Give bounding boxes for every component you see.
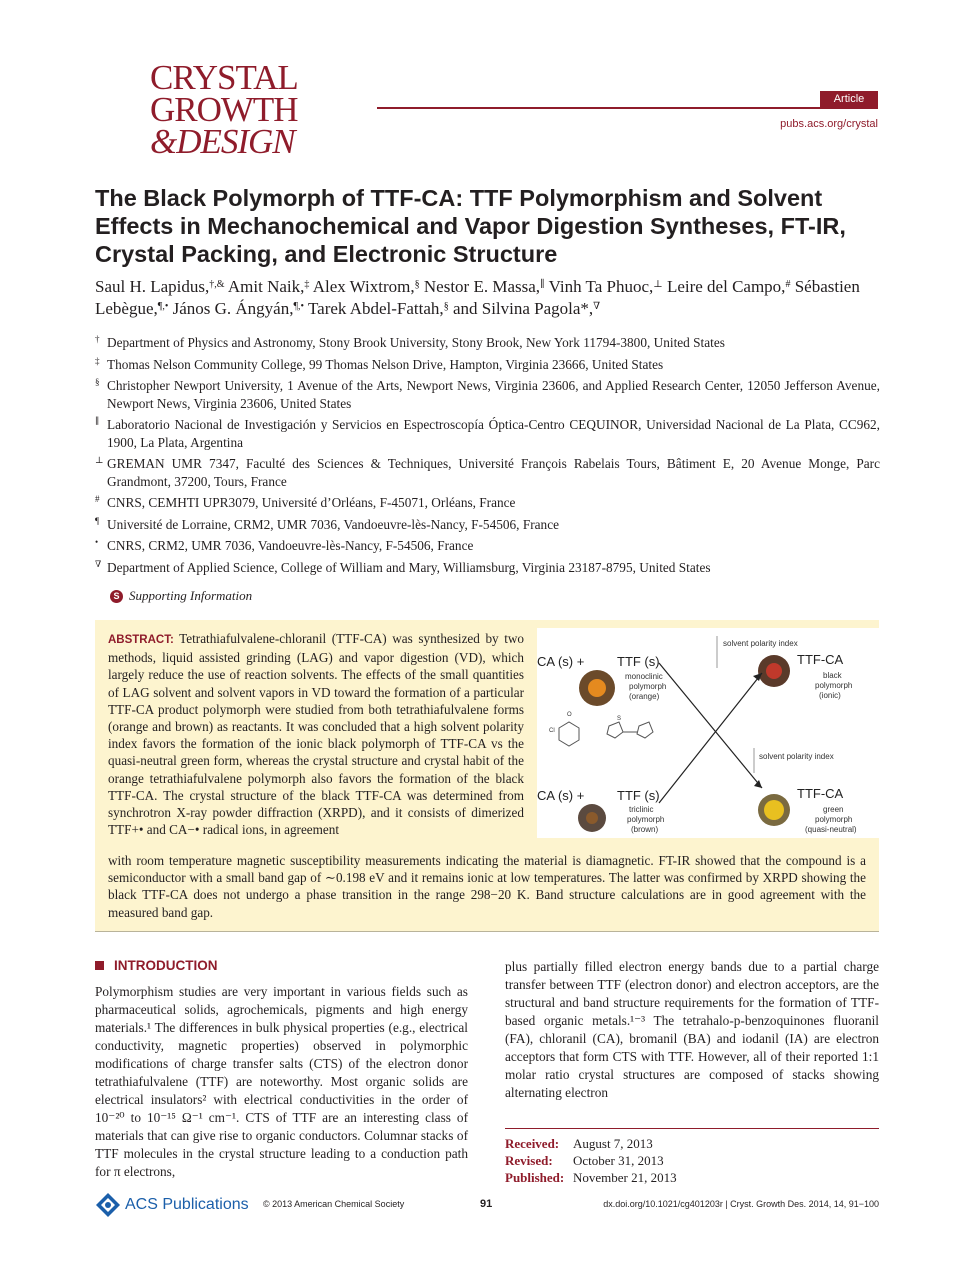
supporting-information-link[interactable] (110, 588, 252, 604)
affiliation-mark: # (95, 494, 100, 504)
author-name: and Silvina Pagola*, (452, 299, 594, 318)
affiliation-mark: ‡ (95, 355, 100, 366)
supporting-info-label: Supporting Information (129, 588, 253, 603)
author-affiliation-mark: § (414, 279, 420, 290)
logo-line-2: GROWTH (150, 90, 298, 130)
doi-link[interactable]: dx.doi.org/10.1021/cg401203r | Cryst. Growth Des. 2014, 14, 91−100 (603, 1199, 879, 1209)
author-affiliation-mark: § (443, 301, 449, 312)
affiliation (95, 416, 880, 451)
toc-bottom-ttf: TTF (s) (617, 788, 660, 803)
date-revised (505, 1152, 879, 1169)
affiliation-mark: • (95, 537, 99, 547)
toc-bottom-right-desc-2: polymorph (815, 815, 853, 824)
affiliation (95, 494, 880, 512)
date-published (505, 1169, 879, 1186)
author-name: Vinh Ta Phuoc, (548, 277, 654, 296)
toc-top-ca: CA (s) + (537, 654, 585, 669)
toc-bottom-index: solvent polarity index (759, 752, 834, 761)
cross-arrow-1 (659, 663, 762, 788)
affiliation-text: Department of Applied Science, College of William and Mary, Williamsburg, Virginia 23187-8795, United States (107, 559, 711, 575)
date-label: Revised: (505, 1153, 553, 1168)
logo-line-1: CRYSTAL (150, 58, 298, 97)
affiliation (95, 377, 880, 412)
toc-svg (537, 628, 881, 838)
abstract-body-2: with room temperature magnetic susceptibility measurements indicating the material is diamagnetic. FT-IR showed that the compound is a semiconductor with a small band gap of ∼0.198 eV and it remains ionic at low temperatures. The latter was confirmed by XRPD showing the black TTF-CA does not undergo a phase transition in the range 298−20 K. Band structure calculations are in good agreement with the measured band gap. (108, 853, 866, 920)
black-crystal-core (766, 663, 782, 679)
toc-top-right-desc-3: (ionic) (819, 691, 841, 700)
toc-top-right-desc-1: black (823, 671, 842, 680)
author-list (95, 276, 885, 320)
affiliation-mark: ∥ (95, 416, 100, 426)
logo-line-3: &DESIGN (150, 122, 295, 162)
acs-logo (95, 1192, 249, 1218)
section-square-icon (95, 961, 104, 970)
date-value: November 21, 2013 (573, 1170, 677, 1185)
orange-crystal-core (588, 679, 606, 697)
author-name: Saul H. Lapidus, (95, 277, 210, 296)
abstract-text (108, 630, 524, 838)
affiliation (95, 559, 880, 577)
toc-top-ttf: TTF (s) (617, 654, 660, 669)
affiliation-text: CNRS, CEMHTI UPR3079, Université d’Orléans, F-45071, Orléans, France (107, 495, 516, 510)
ttf-structure (607, 722, 653, 738)
toc-top-desc-2: polymorph (629, 682, 667, 691)
date-value: August 7, 2013 (573, 1136, 653, 1151)
author-affiliation-mark: †,& (209, 279, 225, 290)
abstract-body-1: Tetrathiafulvalene-chloranil (TTF-CA) was synthesized by two methods, liquid assisted grinding (LAG) and vapor digestion (VD), which largely reduce the use of reaction solvents. The effects of the small quantities of LAG solvent and solvent vapors in VD toward the formation of a particular TTF-CA product polymorph were studied from both tetrathiafulvalene forms (orange and brown) as reactants. It was concluded that a high solvent polarity index favors the formation of the ionic black polymorph of TTF-CA vs the quasi-neutral green form, whereas the crystal structure and crystal habit of the orange tetrathiafulvalene polymorph also favors the formation of the black TTF-CA. The crystal structure of the black TTF-CA was determined from synchrotron X-ray powder diffraction (XRPD), and it consists of dimerized TTF+• and CA−• radical ions, in agreement (108, 631, 524, 838)
affiliation (95, 334, 880, 352)
abstract-box (95, 620, 879, 932)
toc-top-ttfca: TTF-CA (797, 652, 844, 667)
brown-crystal-core (586, 812, 598, 824)
toc-bottom-desc-2: polymorph (627, 815, 665, 824)
author-affiliation-mark: ∇ (593, 301, 601, 312)
chloranil-structure (559, 722, 579, 746)
acs-emblem-icon (95, 1192, 121, 1218)
chem-label-cl: Cl (549, 728, 555, 734)
date-label: Received: (505, 1136, 560, 1151)
author-affiliation-mark: # (785, 279, 791, 290)
author-affiliation-mark: ‡ (304, 279, 310, 290)
page-footer (95, 1192, 879, 1222)
publication-dates (505, 1128, 879, 1186)
author-name: Alex Wixtrom, (312, 277, 415, 296)
affiliation (95, 356, 880, 374)
chem-label-o: O (567, 712, 572, 718)
cross-arrowhead-1 (754, 780, 762, 788)
author-affiliation-mark: ¶,• (157, 301, 169, 312)
intro-right-column: plus partially filled electron energy bands due to a partial charge transfer between TTF (electron donor) and electron acceptors, are the structural and band structure requirements for the formation of TTF-based organic metals.¹⁻³ The tetrahalo-p-benzoquinones fluoranil (FA), chloranil (CA), bromanil (BA) and iodanil (IA) are electron acceptors that form CTS with TTF. However, all of their reported 1:1 molar ratio crystal structures are composed of stacks showing alternating electron (505, 959, 879, 1100)
affiliation-text: Laboratorio Nacional de Investigación y Servicios en Espectroscopía Óptica-Centro CEQUINOR, Universidad Nacional de La Plata, CC962, 1900, La Plata, Argentina (107, 417, 880, 450)
author-name: Tarek Abdel-Fattah, (307, 299, 444, 318)
author-name: János G. Ángyán, (172, 299, 294, 318)
toc-bottom-desc-1: triclinic (629, 805, 654, 814)
date-value: October 31, 2013 (573, 1153, 664, 1168)
intro-left-column: Polymorphism studies are very important in various fields such as pharmaceutical solids, agrochemicals, pigments and high energy materials.¹ The differences in bulk physical properties (e.g., electrical conductivity, magnetic properties) observed in polymorphic modifications of charge transfer salts (CTS) of the electron donor tetrathiafulvalene (TTF) are noteworthy. Most organic solids are electrical insulators² with electrical conductivities in the order of 10⁻²⁰ to 10⁻¹⁵ Ω⁻¹ cm⁻¹. CTS of TTF are an interesting class of materials that can give rise to organic conductors. Columnar stacks of TTF molecules in the crystal structure leading to a conduction path for π electrons, (95, 984, 468, 1179)
affiliation (95, 516, 880, 534)
toc-graphic (537, 628, 881, 838)
abstract-label: ABSTRACT: (108, 634, 174, 646)
affiliation-text: Christopher Newport University, 1 Avenue of the Arts, Newport News, Virginia 23606, and Applied Research Center, 12050 Jefferson Avenue, Newport News, Virginia 23606, United States (107, 378, 880, 411)
author-affiliation-mark: ⊥ (653, 279, 663, 290)
supporting-info-icon: S (110, 590, 123, 603)
author-name: Sébastien Lebègue, (95, 277, 860, 318)
affiliation-text: CNRS, CRM2, UMR 7036, Vandoeuvre-lès-Nancy, F-54506, France (107, 538, 474, 553)
journal-logo (150, 58, 325, 162)
article-title: The Black Polymorph of TTF-CA: TTF Polymorphism and Solvent Effects in Mechanochemical and Vapor Digestion Syntheses, FT-IR, Crystal Packing, and Electronic Structure (95, 185, 846, 267)
journal-url-link[interactable]: pubs.acs.org/crystal (780, 118, 878, 130)
affiliation (95, 537, 880, 555)
toc-top-right-desc-2: polymorph (815, 681, 853, 690)
affiliation-mark: ∇ (95, 558, 102, 569)
affiliation-text: Thomas Nelson Community College, 99 Thomas Nelson Drive, Hampton, Virginia 23666, United States (107, 356, 664, 372)
page-number: 91 (480, 1198, 493, 1210)
affiliation-mark: § (95, 377, 100, 387)
author-name: Leire del Campo, (666, 277, 786, 296)
author-name: Nestor E. Massa, (423, 277, 541, 296)
toc-bottom-ttfca: TTF-CA (797, 786, 844, 801)
affiliation-mark: ⊥ (95, 455, 104, 465)
toc-bottom-ca: CA (s) + (537, 788, 585, 803)
author-affiliation-mark: ¶,• (293, 301, 305, 312)
copyright: © 2013 American Chemical Society (263, 1199, 405, 1209)
publisher-name: ACS Publications (125, 1196, 249, 1213)
header-rule (377, 107, 878, 109)
intro-heading (95, 958, 218, 973)
toc-bottom-right-desc-3: (quasi-neutral) (805, 825, 857, 834)
toc-top-desc-1: monoclinic (625, 672, 663, 681)
article-badge: Article (820, 91, 878, 108)
affiliation-text: GREMAN UMR 7347, Faculté des Sciences & Techniques, Université François Rabelais Tours, Bâtiment E, 20 Avenue Monge, Parc Grandmont, 37200, Tours, France (107, 456, 880, 489)
author-name: Amit Naik, (227, 277, 305, 296)
author-affiliation-mark: ∥ (540, 279, 545, 290)
toc-top-desc-3: (orange) (629, 692, 660, 701)
affiliation-mark: † (95, 334, 100, 344)
affiliation-list (95, 334, 880, 580)
green-crystal-core (764, 800, 784, 820)
intro-heading-label: INTRODUCTION (114, 958, 218, 973)
cross-arrow-2 (659, 673, 762, 803)
affiliation (95, 455, 880, 490)
affiliation-text: Department of Physics and Astronomy, Stony Brook University, Stony Brook, New York 11794-3800, United States (107, 335, 725, 350)
date-received (505, 1135, 879, 1152)
toc-bottom-desc-3: (brown) (631, 825, 659, 834)
affiliation-text: Université de Lorraine, CRM2, UMR 7036, Vandoeuvre-lès-Nancy, F-54506, France (107, 516, 559, 532)
date-label: Published: (505, 1170, 565, 1185)
toc-top-index: solvent polarity index (723, 639, 798, 648)
toc-bottom-right-desc-1: green (823, 805, 844, 814)
affiliation-mark: ¶ (95, 515, 100, 526)
chem-label-s: S (617, 716, 622, 722)
